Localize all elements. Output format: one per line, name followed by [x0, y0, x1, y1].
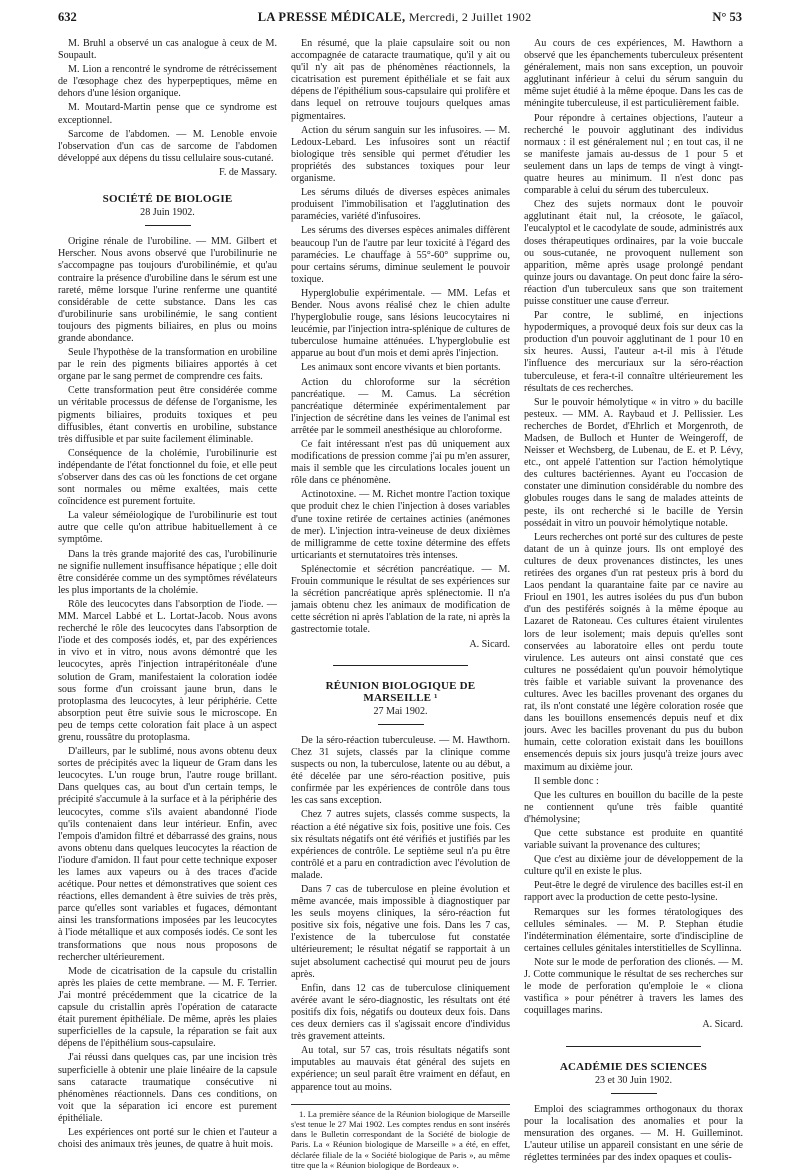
- paragraph: Les animaux sont encore vivants et bien portants.: [301, 362, 501, 374]
- page-header: [58, 10, 742, 32]
- issue-date: Mercredi, 2 Juillet 1902: [408, 10, 532, 24]
- paragraph: Dans la très grande majorité des cas, l'urobilinurie ne signifie nullement insuffisance hépatique ; elle doit être considérée comme un des symptômes révélateurs les plus importants de la cholémie.: [58, 548, 277, 596]
- paragraph: Ce fait intéressant n'est pas dû uniquement aux modifications de pression comme j'ai pu m'en assurer, mais il semble que les circulations locales jouent un rôle dans ce phénomène.: [291, 439, 510, 487]
- column-2: [291, 38, 510, 1171]
- heading-rule: [145, 225, 191, 226]
- paragraph: La valeur séméiologique de l'urobilinurie est tout autre que celle qu'on attribue habituellement à ce symptôme.: [58, 510, 277, 546]
- paragraph: Chez des sujets normaux dont le pouvoir agglutinant était nul, la créosote, le gaïacol, l'eucalyptol et le cacodylate de soude, administrés aux doses thérapeutiques ordinaires, par la voie buccale ou sous-cutanée, ne provoquent nullement son apparition, même après usage prolongé pendant quinze jours ou davantage. On peut donc faire la séro-réaction d'un tuberculeux sans que son traitement puisse constituer une cause d'erreur.: [524, 199, 743, 307]
- paragraph: Remarques sur les formes tératologiques des cellules séminales. — M. P. Stephan étudie l'indétermination élémentaire, sorte d'indiscipline de certaines cellules génitales interstitielles de Scyllinna.: [524, 906, 743, 954]
- section-rule: [566, 1046, 701, 1047]
- section-heading: SOCIÉTÉ DE BIOLOGIE: [102, 193, 233, 206]
- paragraph: Action du chloroforme sur la sécrétion pancréatique. — M. Camus. La sécrétion pancréatique déterminée expérimentalement par l'injection de sécrétine dans les veines de l'animal est arrêtée par le sommeil anesthésique au chloroforme.: [291, 376, 510, 436]
- paragraph: Leurs recherches ont porté sur des cultures de peste datant de un à quinze jours. Ils ont employé des cultures de deux provenances distinctes, les unes retirées des organes d'un rat pesteux pris à bord du Laos pendant la quarantaine faite par ce navire au Frioul en 1901, les autres isolées du pus d'un bubon d'un des pestiférés soignés à la même époque au Lazaret de Ratoneau. Ces cultures étaient virulentes lors de leur isolement; mais depuis qu'elles sont conservées au laboratoire elles ont perdu toute virulence. Les auteurs ont ainsi constaté que ces cultures ne possédaient qu'un pouvoir hémolytique très faible et variable suivant la provenance des cultures. Avec les bacilles provenant des organes du rat, ils n'ont constaté une légère coloration rosée que dans les bouillons ensemencés depuis neuf et dix jours. Avec les bacilles provenant du pus du bubon humain, cette coloration existait dans les bouillons ensemencés depuis six jours jusqu'à treize jours avec maximum au dixième jour.: [524, 531, 743, 773]
- column-3: [524, 38, 743, 1171]
- paragraph: Pour répondre à certaines objections, l'auteur a recherché le pouvoir agglutinant des individus normaux : il est généralement nul ; en tout cas, il ne se manifeste jamais au-dessus de 1 pour 5 et seulement dans un laps de temps de vingt à vingt-quatre heures au minimum. Il n'est donc pas comparable à celui du sérum des tuberculeux.: [524, 112, 743, 197]
- signature: A. Sicard.: [469, 638, 510, 650]
- heading-rule: [378, 724, 424, 725]
- paragraph: Au cours de ces expériences, M. Hawthorn a observé que les épanchements tuberculeux présentent généralement, mais non sans exception, un pouvoir agglutinant inférieur à celui du sérum sanguin du même sujet étudié à la même époque. Dans les cas de méningite tuberculeuse, il est particulièrement faible.: [524, 38, 743, 110]
- paragraph: M. Bruhl a observé un cas analogue à ceux de M. Soupault.: [58, 38, 277, 62]
- paragraph: J'ai réussi dans quelques cas, par une incision très superficielle à obtenir une plaie linéaire de la capsule sans cataracte traumatique consécutive ni phénomènes réactionnels. Dans ces conditions, on voit que la séparation ici encore est purement épithéliale.: [58, 1052, 277, 1124]
- paragraph: De la séro-réaction tuberculeuse. — M. Hawthorn. Chez 31 sujets, classés par la clinique comme suspects ou non, la tuberculose, latente ou au début, a été décelée par une séro-réaction positive, puis confirmée par les expériences de contrôle dans tous les cas sans exception.: [291, 734, 510, 807]
- signature: A. Sicard.: [702, 1019, 743, 1031]
- paragraph: Les sérums des diverses espèces animales diffèrent beaucoup l'un de l'autre par leur toxicité à l'égard des paramécies. Le chauffage à 55°-60° supprime ou, pour certains sérums, diminue seulement le pouvoir toxique.: [291, 225, 510, 285]
- section-heading: RÉUNION BIOLOGIQUE DE MARSEILLE ¹: [325, 679, 476, 704]
- paragraph: Au total, sur 57 cas, trois résultats négatifs sont imputables au mauvais état général des sujets en expérience; un seul paraît être vraiment en défaut, en apparence tout au moins.: [291, 1045, 510, 1093]
- paragraph: Hyperglobulie expérimentale. — MM. Lefas et Bender. Nous avons réalisé chez le chien adulte l'hyperglobulie rouge, sans lésions leucocytaires ni leucémie, par l'injection intra-splénique de cultures de tuberculose humaine atténuées. L'hyperglobulie est apparue au bout d'un mois et demi après l'injection.: [291, 287, 510, 360]
- paragraph: D'ailleurs, par le sublimé, nous avons obtenu deux sortes de précipités avec la liqueur de Gram dans les leucocytes. L'un rouge brun, l'autre rouge brillant. Dans quelques cas, au bout d'un certain temps, le précipité s'accumule à la surface et à la périphérie des leucocytes, comme s'ils avaient abandonné l'iode qu'ils contenaient dans leur intérieur. Enfin, avec l'empois d'amidon filtré et débarrassé des grains, nous avons obtenu dans quelques leucocytes la réaction de l'iodure d'amidon. Il faut pour cette technique exposer les lames aux vapeurs ou à des traces d'acide acétique. Pour nettes et démonstratives que soient ces réactions, elles demandent à être suivies de très près, parce qu'elles sont variables et fugaces, démontant ainsi les transformations imposées par les leucocytes à l'iode métallique et aux composés iodés. Ce sont les transformations que nous nous proposons de rechercher ultérieurement.: [58, 746, 277, 963]
- section-rule: [333, 665, 468, 666]
- text-columns: [58, 38, 742, 1171]
- section-heading: ACADÉMIE DES SCIENCES: [559, 1060, 708, 1073]
- paragraph: Chez 7 autres sujets, classés comme suspects, la réaction a été négative six fois, positive une fois. Ces six résultats négatifs ont été vérifiés et justifiés par les expériences de contrôle. Le septième seul n'a pu être contrôlé et a paru en contradiction avec l'évolution de malade.: [291, 809, 510, 881]
- paragraph: Actinotoxine. — M. Richet montre l'action toxique que produit chez le chien l'injection à doses variables d'une toxine retirée de certaines actinies (anémones de mer). L'injection intra-veineuse de deux dixièmes de milligramme de cette toxine détermine des effets urticariants et sternutatoires très intenses.: [291, 489, 510, 561]
- paragraph: Splénectomie et sécrétion pancréatique. — M. Frouin communique le résultat de ses expériences sur la sécrétion pancréatique après splénectomie. Il n'a jamais obtenu chez les animaux de modification de cette sécrétion ni après l'ablation de la rate, ni après la gastrectomie totale.: [291, 563, 510, 636]
- paragraph: En résumé, que la plaie capsulaire soit ou non accompagnée de cataracte traumatique, qu'il y ait ou qu'il n'y ait pas de phénomènes réactionnels, la cicatrisation est purement épithéliale et se fait aux dépens de l'épithélium sous-capsulaire qui prolifère et dans lequel on retrouve toujours quelques amas pigmentaires.: [291, 38, 510, 122]
- paragraph: Origine rénale de l'urobiline. — MM. Gilbert et Herscher. Nous avons observé que l'urobilinurie ne s'accompagne pas toujours d'urobilinémie, et qu'au contraire la présence d'urobiline dans le sérum est une rareté, même lorsque l'urine renferme une quantité considérable de cette substance. Dans les cas d'urobilinurie sans urobilinémie, le sang contient toujours des pigments biliaires, en plus ou moins grande abondance.: [58, 236, 277, 344]
- page-number: 632: [58, 10, 77, 24]
- paragraph: Dans 7 cas de tuberculose en pleine évolution et même avancée, mais impossible à diagnostiquer par les seuls moyens cliniques, la séro-réaction fut positive six fois, négative une fois. Dans les 7 cas, l'existence de la tuberculose fut constatée ultérieurement; le résultat négatif se rapportait à un sujet absolument cachectisé qui mourut peu de jours après.: [291, 884, 510, 980]
- section-date: 27 Mai 1902.: [373, 705, 428, 717]
- paragraph: Rôle des leucocytes dans l'absorption de l'iode. — MM. Marcel Labbé et L. Lortat-Jacob. Nous avons recherché le rôle des leucocytes dans l'absorption de l'iode et des composés iodés, et, par des expériences in vivo et in vitro, nous avons démontré que les leucocytes, après l'injection intrapéritonéale d'une solution de Gram, manifestaient la coloration iodée sous forme d'un croissant jaune brun, dans le protoplasma des leucocytes, à leur périphérie. Cette absorption peut être suivie sous le microscope. En peu de temps cette coloration fait place à un aspect grenu, roussâtre du protoplasma.: [58, 598, 277, 743]
- paragraph: Par contre, le sublimé, en injections hypodermiques, a provoqué deux fois sur deux cas la production d'un pouvoir agglutinant de 1 pour 10 en six heures. Aussi, l'auteur a-t-il mis à l'étude l'influence des mercuriaux sur la séro-réaction tuberculeuse, et fera-t-il connaître ultérieurement les résultats de ces recherches.: [524, 310, 743, 394]
- paragraph: Conséquence de la cholémie, l'urobilinurie est indépendante de l'état fonctionnel du foie, et elle peut s'observer dans des cas où les fonctions de cet organe sont normales ou même exaltées, mais cette coïncidence est purement fortuite.: [58, 447, 277, 508]
- issue-number: N° 53: [712, 10, 742, 24]
- paragraph: Que cette substance est produite en quantité variable suivant la provenance des cultures;: [524, 828, 743, 852]
- column-1: [58, 38, 277, 1171]
- paragraph: M. Lion a rencontré le syndrome de rétrécissement de l'œsophage chez des hyperpeptiques, même en dehors d'une lésion organique.: [58, 64, 277, 100]
- paragraph: Sarcome de l'abdomen. — M. Lenoble envoie l'observation d'un cas de sarcome de l'abdomen développé aux dépens du tissu cellulaire sous-cutané.: [58, 128, 277, 164]
- signature: F. de Massary.: [219, 166, 277, 178]
- section-date: 28 Juin 1902.: [140, 207, 195, 219]
- journal-title: LA PRESSE MÉDICALE,: [257, 10, 406, 24]
- paragraph: Sur le pouvoir hémolytique « in vitro » du bacille pesteux. — MM. A. Raybaud et J. Pellissier. Les recherches de Bordet, d'Ehrlich et Morgenroth, de Madsen, de Bulloch et Hunter de Weingeroff, de Neisser et Wechsberg, de Lubenau, de E. et P. Lévy, etc., ont appelé l'attention sur l'action hémolytique des cultures bactériennes. Ayant eu l'occasion de constater une diminution considérable du nombre des globules rouges dans le sang de malades atteints de peste, ils ont recherché si le bacille de Yersin possédait in vitro un pouvoir hémolytique notable.: [524, 396, 743, 529]
- paragraph: Emploi des sciagrammes orthogonaux du thorax pour la localisation des anomalies et pour la mensuration des organes. — M. H. Guilleminot. L'auteur utilise un appareil consistant en une série de réglettes terminées par des index opaques et coulis-: [524, 1103, 743, 1164]
- paragraph: Enfin, dans 12 cas de tuberculose cliniquement avérée avant le séro-diagnostic, les résultats ont été positifs dix fois, négatifs ou douteux deux fois. Dans ces deux derniers cas il s'agissait encore d'individus très gravement atteints.: [291, 982, 510, 1043]
- paragraph: Mode de cicatrisation de la capsule du cristallin après les plaies de cette membrane. — M. F. Terrier. J'ai montré précédemment que la cicatrice de la capsule du cristallin après l'opération de cataracte était purement épithéliale. De même, après les plaies superficielles de la capsule, la réparation se fait aux dépens de l'épithélium sous-capsulaire.: [58, 965, 277, 1050]
- paragraph: Il semble donc :: [534, 775, 599, 787]
- footnote-text: 1. La première séance de la Réunion biologique de Marseille s'est tenue le 27 Mai 1902. Les comptes rendus en sont insérés dans le Bulletin correspondant de la Société de biologie de Paris. La « Réunion biologique de Marseille » a été, en effet, déclarée filiale de la « Société biologique de Paris », au même titre que la « Réunion biologique de Bordeaux ».: [291, 1108, 510, 1171]
- paragraph: Que les cultures en bouillon du bacille de la peste ne contiennent qu'une très faible quantité d'hémolysine;: [524, 789, 743, 825]
- paragraph: Cette transformation peut être considérée comme un véritable processus de défense de l'organisme, les pigments biliaires, produits toxiques et peu diffusibles, étant convertis en urobiline, substance très diffusible et par suite facilement éliminable.: [58, 385, 277, 445]
- heading-rule: [611, 1093, 657, 1094]
- section-date: 23 et 30 Juin 1902.: [594, 1074, 673, 1086]
- paragraph: Peut-être le degré de virulence des bacilles est-il en rapport avec la production de cette pesto-lysine.: [524, 880, 743, 904]
- paragraph: Action du sérum sanguin sur les infusoires. — M. Ledoux-Lebard. Les infusoires sont un réactif biologique très sensible qui permet d'étudier les propriétés des substances toxiques pour leur organisme.: [291, 124, 510, 185]
- paragraph: Seule l'hypothèse de la transformation en urobiline par le rein des pigments biliaires apportés à cet organe par le sang permet de comprendre ces faits.: [58, 347, 277, 383]
- footnote: [291, 1104, 510, 1171]
- paragraph: Note sur le mode de perforation des clionés. — M. J. Cotte communique le résultat de ses recherches sur le mode de perforation qu'emploie le « cliona vastifica » pour pénétrer à travers les lames des coquillages marins.: [524, 956, 743, 1017]
- masthead: [258, 10, 532, 25]
- paragraph: Les expériences ont porté sur le chien et l'auteur a choisi des animaux très jeunes, de quatre à huit mois.: [58, 1126, 277, 1151]
- paragraph: Les sérums dilués de diverses espèces animales produisent l'immobilisation et l'agglutination des paramécies, variété d'infusoires.: [291, 187, 510, 223]
- paragraph: M. Moutard-Martin pense que ce syndrome est exceptionnel.: [58, 102, 277, 126]
- paragraph: Que c'est au dixième jour de développement de la culture qu'il en existe le plus.: [524, 854, 743, 878]
